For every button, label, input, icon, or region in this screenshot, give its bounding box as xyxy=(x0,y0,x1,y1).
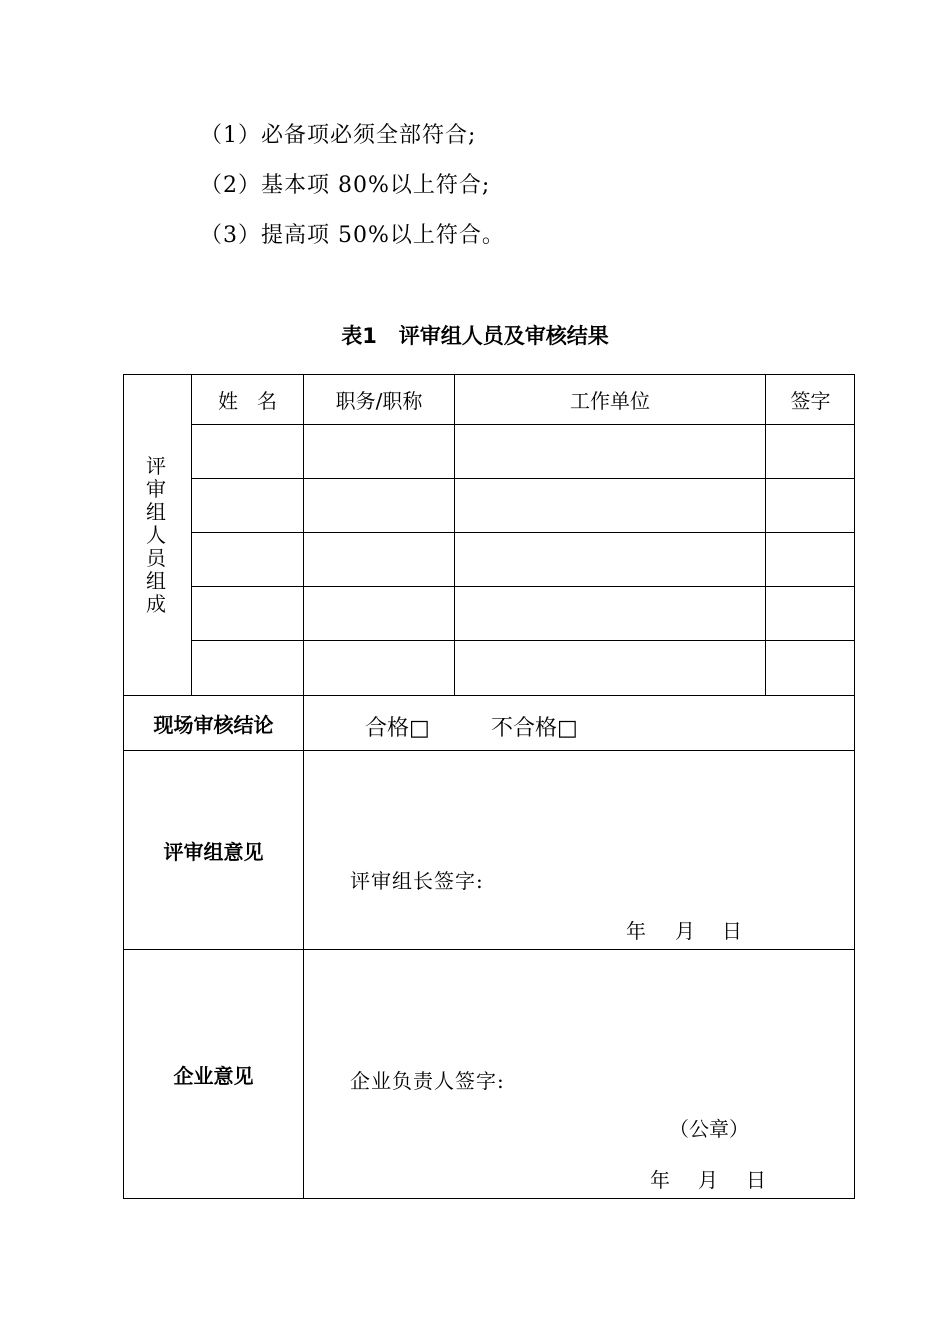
panel-members-side-label: 评 审 组 人 员 组 成 xyxy=(146,454,166,616)
panel-opinion-label: 评审组意见 xyxy=(163,839,264,864)
table-caption: 表1 评审组人员及审核结果 xyxy=(341,324,609,348)
header-work-unit: 工作单位 xyxy=(570,389,650,413)
criteria-item: （2）基本项 80%以上符合; xyxy=(200,173,491,198)
header-signature: 签字 xyxy=(790,389,831,413)
table-row-signature-cell[interactable] xyxy=(766,479,855,532)
review-result-table xyxy=(123,374,855,1199)
table-row-position-cell[interactable] xyxy=(304,641,454,695)
criteria-item: （1）必备项必须全部符合; xyxy=(200,123,477,148)
table-row-unit-cell[interactable] xyxy=(455,641,765,695)
table-row-unit-cell[interactable] xyxy=(455,479,765,532)
pass-checkbox[interactable]: 合格□ xyxy=(365,716,430,741)
table-row-name-cell[interactable] xyxy=(192,425,303,478)
fail-checkbox[interactable]: 不合格□ xyxy=(491,716,578,741)
table-row-position-cell[interactable] xyxy=(304,533,454,586)
table-row-unit-cell[interactable] xyxy=(455,533,765,586)
criteria-item: （3）提高项 50%以上符合。 xyxy=(200,223,505,248)
table-row-unit-cell[interactable] xyxy=(455,425,765,478)
company-opinion-label: 企业意见 xyxy=(173,1064,254,1088)
table-row-unit-cell[interactable] xyxy=(455,587,765,640)
panel-date-day: 日 xyxy=(722,919,742,943)
company-principal-signature-label: 企业负责人签字: xyxy=(350,1069,505,1093)
table-row-name-cell[interactable] xyxy=(192,587,303,640)
panel-date-month: 月 xyxy=(675,919,695,943)
table-row-position-cell[interactable] xyxy=(304,587,454,640)
table-row-signature-cell[interactable] xyxy=(766,641,855,695)
table-row-name-cell[interactable] xyxy=(192,533,303,586)
company-seal-label: （公章） xyxy=(669,1117,749,1141)
header-position: 职务/职称 xyxy=(335,389,423,413)
company-date-year: 年 xyxy=(650,1168,670,1192)
table-row-signature-cell[interactable] xyxy=(766,587,855,640)
company-date-month: 月 xyxy=(698,1168,718,1192)
table-row-signature-cell[interactable] xyxy=(766,533,855,586)
onsite-conclusion-label: 现场审核结论 xyxy=(153,712,274,737)
table-row-signature-cell[interactable] xyxy=(766,425,855,478)
panel-date-year: 年 xyxy=(626,919,646,943)
header-name: 姓 名 xyxy=(217,389,278,413)
table-row-name-cell[interactable] xyxy=(192,479,303,532)
table-row-name-cell[interactable] xyxy=(192,641,303,695)
company-date-day: 日 xyxy=(746,1168,766,1192)
table-row-position-cell[interactable] xyxy=(304,425,454,478)
table-row-position-cell[interactable] xyxy=(304,479,454,532)
panel-leader-signature-label: 评审组长签字: xyxy=(350,869,484,893)
